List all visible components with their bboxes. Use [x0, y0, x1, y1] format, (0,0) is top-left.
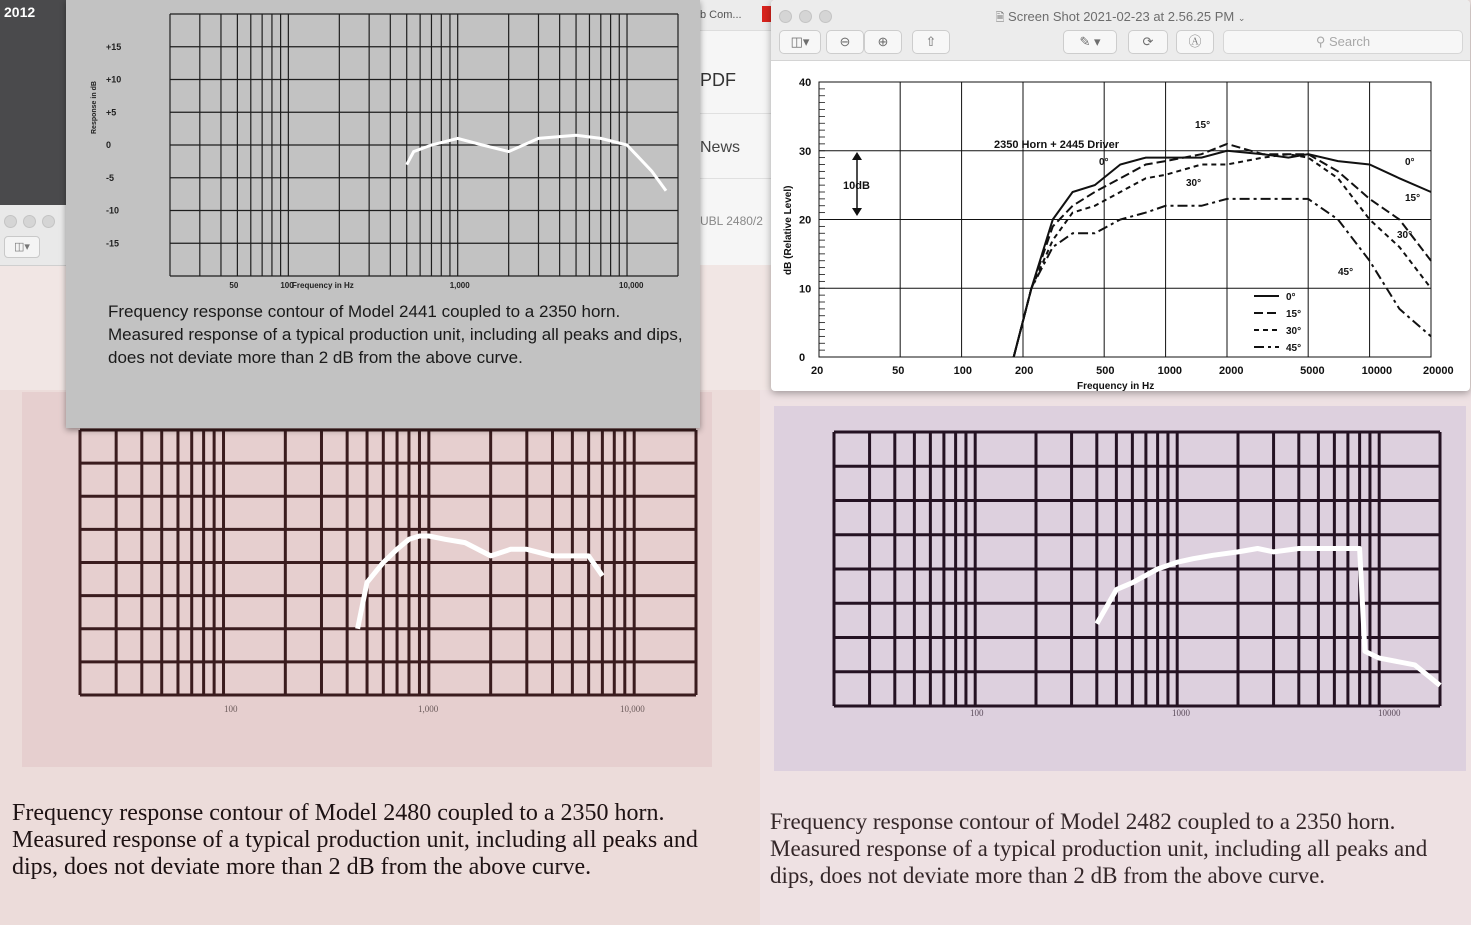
preview-chart-series-2 [1014, 154, 1431, 357]
scan-2482-xtick-10000: 10000 [1378, 708, 1401, 718]
zoom-out-icon: ⊖ [839, 34, 851, 49]
preview-chart-10db-marker [843, 152, 870, 216]
scan-2441-chart [66, 0, 700, 300]
zoom-button[interactable] [42, 215, 55, 228]
preview-chart-xtick: 100 [953, 365, 972, 377]
scan-2441-xtick: 1,000 [449, 281, 470, 290]
preview-chart-ytick: 0 [799, 352, 806, 364]
zoom-in-button[interactable] [864, 30, 902, 54]
scan-2441-ytick: -10 [106, 205, 120, 216]
preview-chart-series-1 [1014, 144, 1431, 357]
markup-icon: Ⓐ [1188, 34, 1202, 49]
scan-2441-grid [170, 14, 678, 276]
preview-chart-x-axis-label: Frequency in Hz [1077, 381, 1155, 391]
scan-2441-x-ticks [229, 281, 644, 290]
rotate-icon: ⟳ [1142, 34, 1154, 49]
scan-2482-caption: Frequency response contour of Model 2482 coupled to a 2350 horn. Measured response of a typical production unit, including all peaks and dips, does not deviate more than 2 dB from the above curve. [770, 809, 1428, 888]
scan-2441-ytick: +15 [106, 41, 122, 52]
annotation-45deg-right: 45° [1338, 267, 1354, 278]
window-title [771, 9, 1470, 28]
share-icon: ⇧ [925, 34, 937, 49]
preview-chart-xtick: 200 [1015, 365, 1034, 377]
scan-2482-panel [760, 390, 1471, 925]
browser-link-ubl[interactable]: UBL 2480/2 [700, 214, 763, 228]
browser-link-news[interactable]: News [700, 139, 741, 156]
preview-chart-y-axis-label: dB (Relative Level) [783, 185, 794, 275]
preview-chart-series [1014, 144, 1431, 357]
scan-2441-ytick: -15 [106, 238, 120, 249]
preview-chart-ytick: 40 [799, 77, 812, 89]
preview-chart-xtick: 5000 [1300, 365, 1325, 377]
sidebar-toggle-button[interactable] [4, 236, 40, 258]
zoom-out-button[interactable] [826, 30, 864, 54]
window-title-text: Screen Shot 2021-02-23 at 2.56.25 PM [1008, 9, 1235, 24]
scan-2441-xtick: 50 [229, 281, 239, 290]
scan-2441-ytick: +10 [106, 74, 122, 85]
search-placeholder: Search [1328, 34, 1371, 49]
scan-2441-window[interactable] [66, 0, 700, 428]
preview-chart-annotations [1099, 120, 1420, 278]
sidebar-icon: ◫▾ [14, 241, 30, 253]
scan-2441-y-axis-label: Response in dB [91, 81, 98, 134]
preview-chart-xtick: 50 [892, 365, 905, 377]
preview-chart-legend-label: 15° [1286, 309, 1302, 320]
close-button[interactable] [4, 215, 17, 228]
preview-chart-series-3 [1014, 199, 1431, 357]
annotation-30deg-left: 30° [1186, 178, 1202, 189]
scan-2441-x-axis-label: Frequency in Hz [292, 281, 354, 290]
preview-chart-title: 2350 Horn + 2445 Driver [994, 139, 1120, 151]
background-window[interactable] [0, 205, 75, 266]
preview-chart-x-ticks [811, 365, 1454, 377]
scan-2441-y-ticks [106, 42, 121, 249]
preview-chart-series-0 [1014, 151, 1431, 357]
preview-chart-y-minor-ticks [819, 82, 825, 357]
scan-2480-xtick-10000: 10,000 [620, 704, 645, 714]
browser-link-pdf[interactable]: PDF [700, 70, 736, 90]
browser-window[interactable] [700, 0, 772, 265]
preview-window[interactable] [771, 0, 1470, 391]
scan-2441-ytick: 0 [106, 140, 112, 150]
preview-chart-xtick: 1000 [1157, 365, 1183, 377]
sidebar-icon: ◫▾ [790, 34, 810, 49]
scan-2441-xtick: 100 [280, 281, 294, 290]
scan-2441-ytick: -5 [106, 172, 115, 183]
preview-chart-legend [1254, 292, 1301, 354]
markup-pen-button[interactable] [1063, 30, 1117, 54]
scan-2480-panel [0, 390, 760, 925]
preview-chart-legend-label: 45° [1286, 343, 1302, 354]
preview-toolbar [771, 0, 1470, 61]
scan-2441-xtick: 10,000 [619, 281, 644, 290]
annotation-15deg-right: 15° [1405, 193, 1421, 204]
share-button[interactable] [912, 30, 950, 54]
document-icon: 🗎 [995, 12, 1005, 24]
chevron-down-icon[interactable]: ⌄ [1237, 13, 1246, 23]
zoom-in-icon: ⊕ [877, 34, 889, 49]
scan-2482-xtick-1000: 1000 [1172, 708, 1190, 718]
preview-chart-xtick: 2000 [1219, 365, 1244, 377]
rotate-button[interactable] [1128, 30, 1168, 54]
preview-chart-y-ticks [799, 77, 811, 364]
annotation-30deg-right: 30° [1397, 230, 1413, 241]
preview-chart-xtick: 20 [811, 365, 824, 377]
preview-chart-xtick: 500 [1096, 365, 1115, 377]
annotation-15deg-top: 15° [1195, 120, 1211, 131]
annotation-0deg-right: 0° [1405, 157, 1415, 168]
desktop-background [0, 0, 66, 210]
preview-chart [771, 60, 1470, 391]
preview-chart-xtick: 10000 [1361, 365, 1393, 377]
scan-2441-caption: Frequency response contour of Model 2441 coupled to a 2350 horn. Measured response of a typical production unit, including all peaks and dips, does not deviate more than 2 dB from the above curve. [108, 302, 683, 367]
sidebar-toggle-button[interactable] [779, 30, 821, 54]
minimize-button[interactable] [23, 215, 36, 228]
markup-button[interactable] [1176, 30, 1214, 54]
scan-2480-xtick-1000: 1,000 [418, 704, 439, 714]
preview-chart-legend-label: 0° [1286, 292, 1296, 303]
scan-2441-ytick: +5 [106, 107, 117, 118]
search-icon: ⚲ [1315, 34, 1326, 49]
desktop-year-label: 2012 [4, 4, 36, 20]
search-input[interactable] [1223, 30, 1463, 54]
preview-chart-ytick: 20 [799, 214, 812, 227]
preview-chart-annotation-10db: 10dB [843, 180, 870, 192]
scan-2480-chart [0, 390, 760, 770]
scan-2480-caption: Frequency response contour of Model 2480 coupled to a 2350 horn. Measured response of a typical production unit, including all peaks and dips, does not deviate more than 2 dB from the above curve. [12, 800, 698, 880]
preview-chart-ytick: 30 [799, 145, 812, 158]
annotation-0deg-left: 0° [1099, 157, 1109, 168]
scan-2480-xtick-100: 100 [224, 704, 238, 714]
markup-pen-icon: ✎ ▾ [1079, 34, 1101, 49]
scan-2482-xtick-100: 100 [970, 708, 984, 718]
preview-chart-ytick: 10 [799, 283, 812, 296]
preview-chart-xtick: 20000 [1423, 365, 1454, 377]
browser-tab-label[interactable]: b Com... [700, 9, 742, 21]
scan-2482-chart [760, 390, 1471, 775]
preview-chart-legend-label: 30° [1286, 326, 1302, 337]
